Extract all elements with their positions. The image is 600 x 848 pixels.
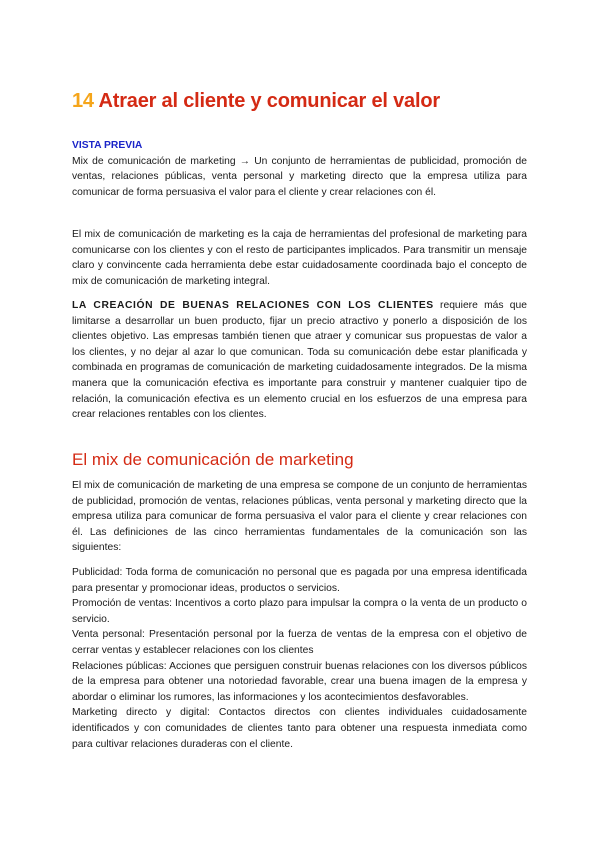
preview-label: VISTA PREVIA (72, 140, 143, 151)
tool-item-marketing-directo: Marketing directo y digital: Contactos directos con clientes individuales cuidadosamente identificados y con comunidades de clientes tanto para obtener una respuesta inmediata como para cultivar relaciones duraderas con el cliente. (72, 707, 527, 750)
relations-text: requiere más que limitarse a desarrollar un buen producto, fijar un precio atractivo y ponerlo a disposición de los clientes objetivo. Las empresas también tienen que atraer y comunicar sus propuestas de valor a los clientes, y no dejar al azar lo que comunican. Toda su comunicación debe estar planificada y combinada en programas de comunicación de marketing cuidadosamente integrados. De la misma manera que la comunicación efectiva es importante para construir y mantener cualquier tipo de relación, la comunicación efectiva es un elemento crucial en los esfuerzos de una empresa para crear relaciones rentables con los clientes. (72, 300, 527, 421)
section-intro: El mix de comunicación de marketing de una empresa se compone de un conjunto de herramientas de publicidad, promoción de ventas, relaciones públicas, venta personal y marketing directo que la empresa utiliza para comunicar de forma persuasiva el valor para el cliente y crear relaciones con él. Las definiciones de las cinco herramientas fundamentales de la comunicación son las siguientes: (72, 480, 527, 554)
tool-item-venta-personal: Venta personal: Presentación personal por la fuerza de ventas de la empresa con el objetivo de cerrar ventas y establecer relaciones con los clientes (72, 629, 527, 656)
chapter-number: 14 (72, 90, 94, 112)
tool-item-promocion: Promoción de ventas: Incentivos a corto plazo para impulsar la compra o la venta de un producto o servicio. (72, 598, 527, 625)
chapter-title (72, 90, 542, 113)
tool-item-publicidad: Publicidad: Toda forma de comunicación no personal que es pagada por una empresa identificada para presentar y promocionar ideas, productos o servicios. (72, 567, 527, 594)
relations-paragraph (72, 298, 527, 423)
relations-block (72, 298, 527, 423)
tools-list (72, 565, 527, 752)
intro-block (72, 227, 527, 289)
section-title: El mix de comunicación de marketing (72, 450, 354, 469)
relations-lead: LA CREACIÓN DE BUENAS RELACIONES CON LOS CLIENTES (72, 300, 434, 311)
preview-text: Mix de comunicación de marketing → Un conjunto de herramientas de publicidad, promoción de ventas, relaciones públicas, venta personal y marketing directo que la empresa utiliza para comunicar de forma persuasiva el valor para el cliente y crear relaciones con él. (72, 155, 527, 198)
tool-item-relaciones-publicas: Relaciones públicas: Acciones que persiguen construir buenas relaciones con los diversos públicos de la empresa para obtener una notoriedad favorable, crear una buena imagen de la empresa y abordar o eliminar los rumores, las informaciones y los acontecimientos desfavorables. (72, 660, 527, 703)
section-intro-block (72, 478, 527, 556)
chapter-title-text: Atraer al cliente y comunicar el valor (98, 90, 440, 112)
preview-block (72, 138, 527, 200)
intro-paragraph: El mix de comunicación de marketing es la caja de herramientas del profesional de marketing para comunicarse con los clientes y con el resto de participantes implicados. Para transmitir un mensaje claro y convincente cada herramienta debe estar cuidadosamente coordinada bajo el concepto de mix de comunicación de marketing integral. (72, 229, 527, 287)
